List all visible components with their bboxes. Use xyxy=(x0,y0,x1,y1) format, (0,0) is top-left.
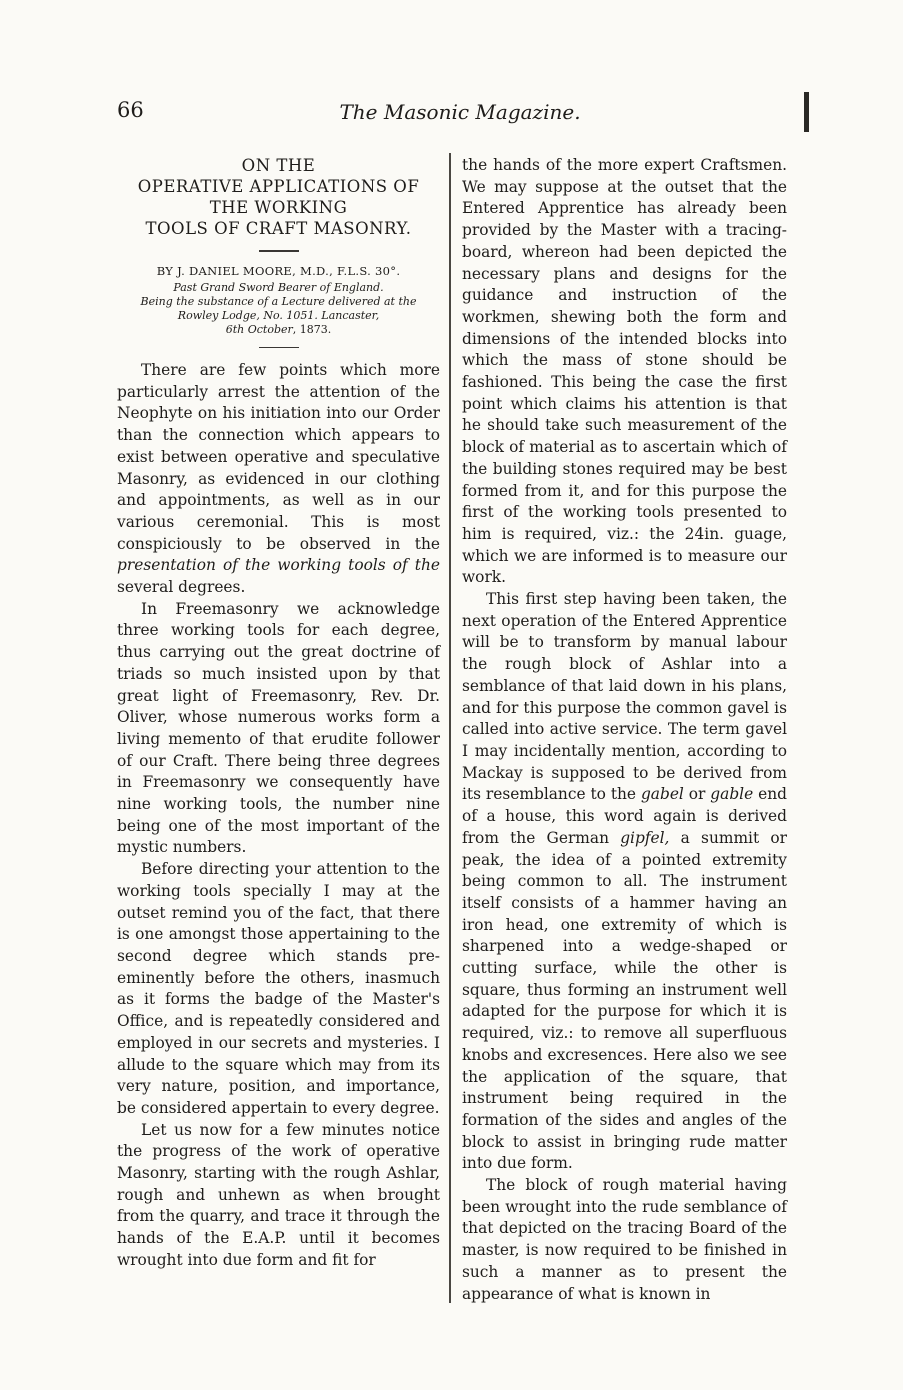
byline-lecture-note: Being the substance of a Lecture delivered at the xyxy=(140,294,417,308)
gavel-italic-gabel: gabel xyxy=(640,785,684,804)
paragraph-rough-material: The block of rough material having been wrought into the rude semblance of that depicted on the tracing Board of the master, is now required to be finished in such a manner as to present the appearance of what is known in xyxy=(462,1176,787,1303)
gavel-italic-gable: gable xyxy=(710,785,754,804)
title-rule xyxy=(259,250,299,252)
gavel-text-4: a summit or peak, the idea of a pointed extremity being common to all. The instrument itself consists of a hammer having an iron head, one extremity of which is sharpened into a wedge-shaped or cutting surface, while the other is square, thus forming an instrument well adapted for the purpose for which it is required, viz.: to remove all superfluous knobs and excresences. Here also we see the application of the square, that instrument being required in the formation of the sides and angles of the block to assist in bringing rude matter into due form. xyxy=(462,828,787,1173)
article-title xyxy=(117,155,440,239)
page-number: 66 xyxy=(117,98,144,122)
intro-end-text: several degrees. xyxy=(117,578,246,597)
byline-lodge: Rowley Lodge, No. 1051. Lancaster, xyxy=(177,308,380,322)
lecture-date xyxy=(117,323,440,336)
intro-text: There are few points which more particularly arrest the attention of the Neophyte on his initiation into our Order than the connection which appears to exist between operative and speculative Masonry, as evidenced in our clothing and appointments, as well as in our various ceremonial. This is most conspiciously to be observed in the xyxy=(117,361,440,553)
paragraph-square: Before directing your attention to the working tools specially I may at the outset remind you of the fact, that there is one amongst those appertaining to the second degree which stands pre-eminently before the others, inasmuch as it forms the badge of the Master's Office, and is repeatedly considered and employed in our secrets and mysteries. I allude to the square which may from its very nature, position, and importance, be considered appertain to every degree. xyxy=(117,860,440,1117)
paragraph-progress: Let us now for a few minutes notice the progress of the work of operative Masonry, starting with the rough Ashlar, rough and unhewn as when brought from the quarry, and trace it through the hands of the E.A.P. until it becomes wrought into due form and fit for xyxy=(117,1120,440,1269)
right-column xyxy=(462,155,787,1305)
gavel-text-1: This first step having been taken, the next operation of the Entered Apprentice will be to transform by manual labour the rough block of Ashlar into a semblance of that laid down in his plans, and for this purpose the common gavel is called into active service. The term gavel I may incidentally mention, according to Mackay is supposed to be derived from its resemblance to the xyxy=(462,590,787,804)
gavel-text-3: end of a house, this word again is derived from the German xyxy=(462,785,787,847)
lecture-date-year: , 1873. xyxy=(292,322,332,336)
paragraph-intro xyxy=(117,360,440,599)
column-divider xyxy=(449,153,451,1303)
intro-italic-text: presentation of the working tools of the xyxy=(117,556,440,575)
gavel-italic-gipfel: gipfel, xyxy=(620,828,670,847)
lecture-date-day: 6th October xyxy=(225,322,293,336)
page-edge-mark xyxy=(804,92,809,132)
title-line-3: THE WORKING xyxy=(209,198,348,217)
running-title: The Masonic Magazine. xyxy=(339,100,581,124)
byline: BY J. DANIEL MOORE, M.D., F.L.S. 30°. xyxy=(156,263,401,278)
left-column xyxy=(117,155,440,1272)
paragraph-gavel xyxy=(462,589,787,1175)
paragraph-tracing-board: the hands of the more expert Craftsmen. We may suppose at the outset that the Entered Apprentice has already been provided by the Master with a tracing-board, whereon had been depicted the necessary plans and designs for the guidance and instruction of the workmen, shewing both the form and dimensions of the intended blocks into which the mass of stone should be fashioned. This being the case the first point which claims his attention is that he should take such measurement of the block of material as to ascertain which of the building stones required may be best formed from it, and for this purpose the first of the working tools presented to him is required, viz.: the 24in. guage, which we are informed is to measure our work. xyxy=(462,156,787,587)
title-line-4: TOOLS OF CRAFT MASONRY. xyxy=(145,219,412,238)
byline-rule xyxy=(259,347,299,349)
byline-office: Past Grand Sword Bearer of England. xyxy=(173,280,384,294)
title-line-1: ON THE xyxy=(241,156,316,175)
gavel-text-2: or xyxy=(683,785,711,804)
paragraph-three-tools: In Freemasonry we acknowledge three working tools for each degree, thus carrying out the great doctrine of triads so much insisted upon by that great light of Freemasonry, Rev. Dr. Oliver, whose numerous works form a living memento of that erudite follower of our Craft. There being three degrees in Freemasonry we consequently have nine working tools, the number nine being one of the most important of the mystic numbers. xyxy=(117,599,440,857)
title-line-2: OPERATIVE APPLICATIONS OF xyxy=(137,177,420,196)
